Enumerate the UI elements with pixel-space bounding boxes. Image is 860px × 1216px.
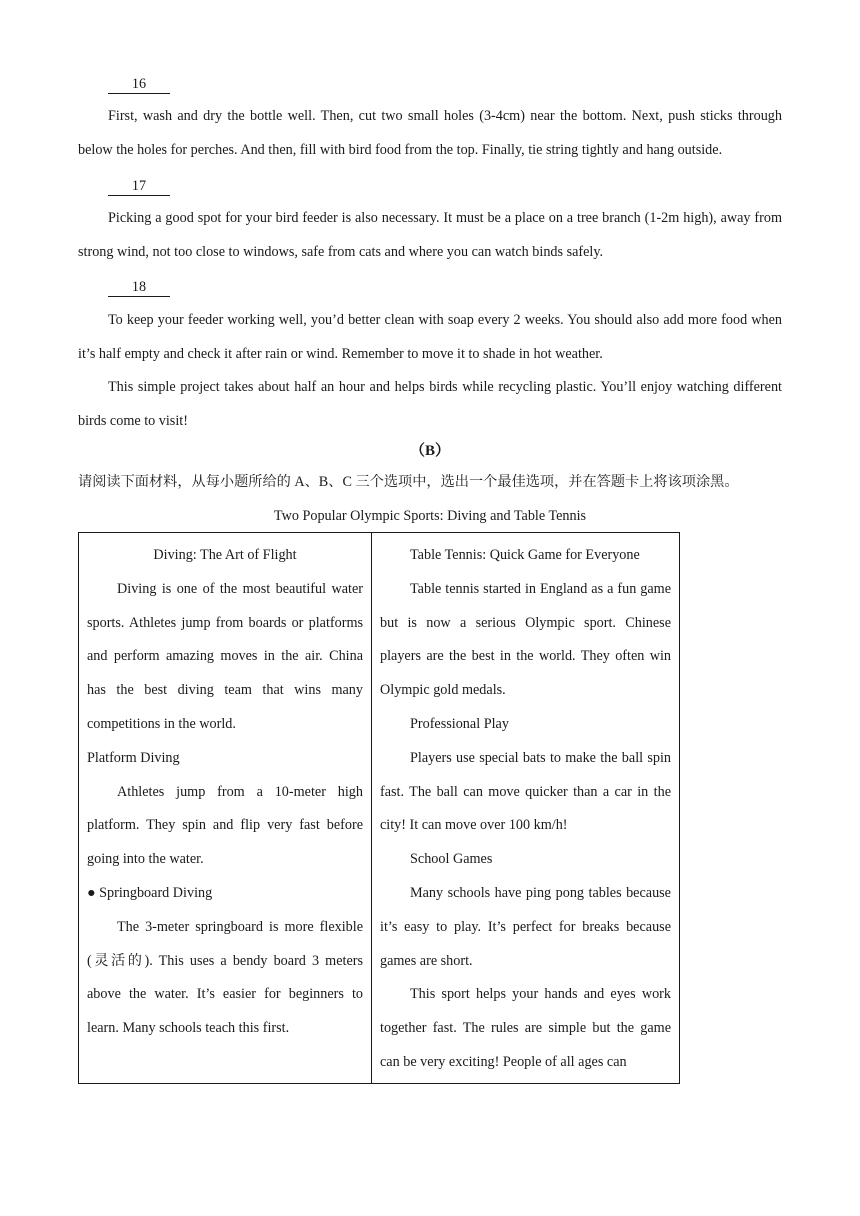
professional-play-heading: Professional Play xyxy=(410,715,509,732)
professional-play-text: Players use special bats to make the ball spin fast. The ball can move quicker than a car in the city! It can move over 100 km/h! xyxy=(380,749,671,834)
table-tennis-column xyxy=(372,533,679,1083)
platform-diving-heading: Platform Diving xyxy=(87,749,180,766)
springboard-diving-text: The 3-meter springboard is more flexible (灵活的). This uses a bendy board 3 meters above the water. It’s easier for beginners to learn. Many schools teach this first. xyxy=(87,918,363,1037)
answer-blank-17: 17 xyxy=(108,177,170,196)
paragraph-steps: First, wash and dry the bottle well. Then, cut two small holes (3-4cm) near the bottom. Next, push sticks through below the holes for perches. And then, fill with bird food from the top. Finally, tie string tightly and hang outside. xyxy=(78,108,782,158)
instruction-text: 请阅读下面材料，从每小题所给的 A、B、C 三个选项中，选出一个最佳选项，并在答题卡上将该项涂黑。 xyxy=(78,474,739,490)
school-games-heading: School Games xyxy=(410,851,493,868)
section-label: （B） xyxy=(409,443,450,459)
school-games-text: Many schools have ping pong tables because it’s easy to play. It’s perfect for breaks because games are short. xyxy=(380,884,671,969)
table-tennis-heading: Table Tennis: Quick Game for Everyone xyxy=(410,547,640,563)
table-tennis-intro: Table tennis started in England as a fun game but is now a serious Olympic sport. Chinese players are the best in the world. They often win Olympic gold medals. xyxy=(380,580,671,699)
platform-diving-text: Athletes jump from a 10-meter high platform. They spin and flip very fast before going into the water. xyxy=(87,783,363,868)
diving-column xyxy=(79,533,372,1083)
answer-blank-18: 18 xyxy=(108,278,170,297)
springboard-diving-heading: ● Springboard Diving xyxy=(87,884,213,901)
paragraph-conclusion: This simple project takes about half an hour and helps birds while recycling plastic. You’ll enjoy watching different birds come to visit! xyxy=(78,379,782,429)
table-title: Two Popular Olympic Sports: Diving and Table Tennis xyxy=(273,508,587,524)
answer-blank-16: 16 xyxy=(108,75,170,94)
paragraph-maintenance: To keep your feeder working well, you’d better clean with soap every 2 weeks. You should also add more food when it’s half empty and check it after rain or wind. Remember to move it to shade in hot weather. xyxy=(78,312,782,362)
comparison-table xyxy=(78,532,680,1084)
paragraph-spot: Picking a good spot for your bird feeder is also necessary. It must be a place on a tree branch (1-2m high), away from strong wind, not too close to windows, safe from cats and where you can watch binds safely. xyxy=(78,210,782,260)
table-tennis-closing: This sport helps your hands and eyes work together fast. The rules are simple but the game can be very exciting! People of all ages can xyxy=(380,986,671,1070)
diving-intro: Diving is one of the most beautiful water sports. Athletes jump from boards or platforms and perform amazing moves in the air. China has the best diving team that wins many competitions in the world. xyxy=(87,580,363,732)
diving-heading: Diving: The Art of Flight xyxy=(153,547,297,563)
